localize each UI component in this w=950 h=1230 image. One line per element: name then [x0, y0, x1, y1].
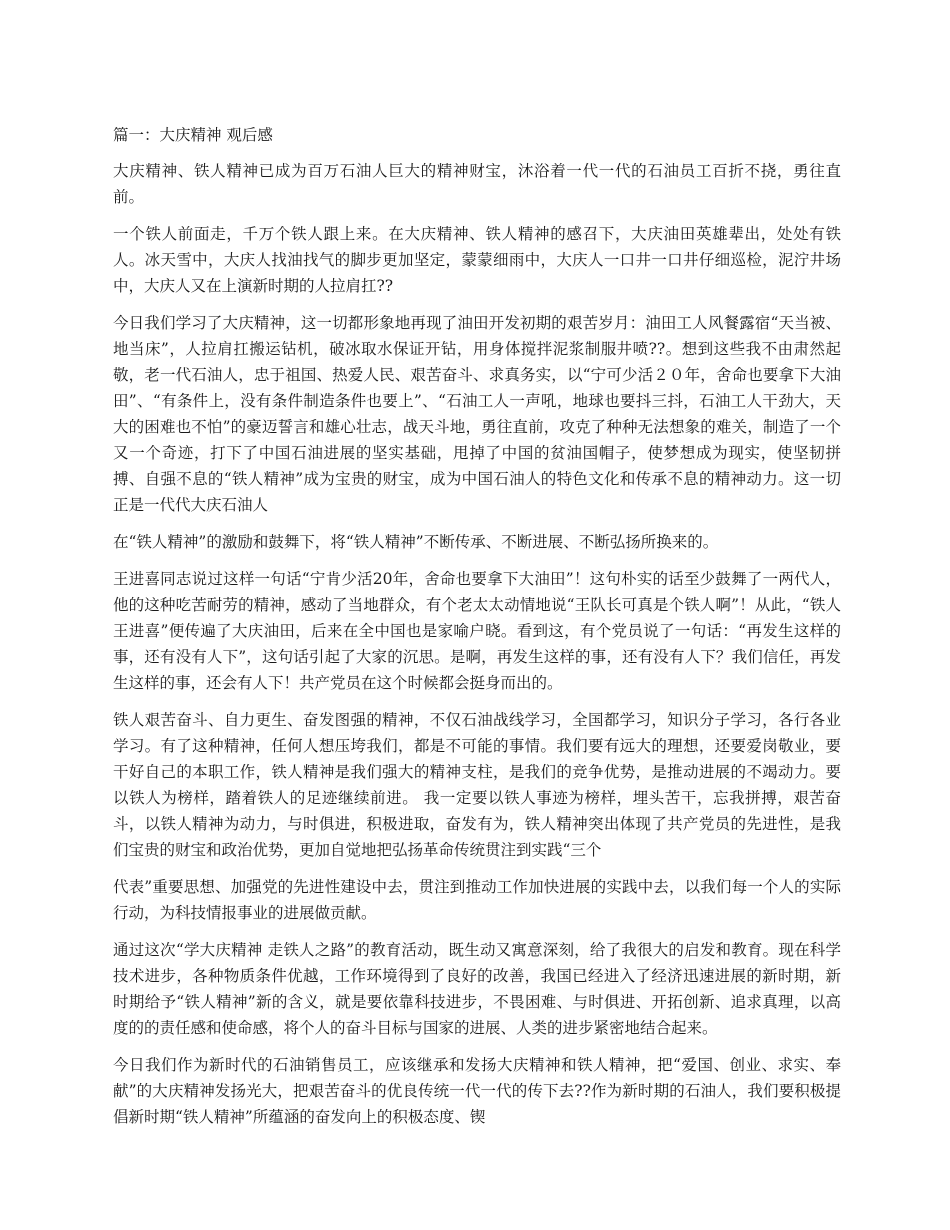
- paragraph-1: 大庆精神、铁人精神已成为百万石油人巨大的精神财宝，沐浴着一代一代的石油员工百折不挠，勇往直前。: [113, 162, 841, 206]
- document-title: 篇一：大庆精神 观后感: [113, 126, 273, 144]
- paragraph-3: 今日我们学习了大庆精神，这一切都形象地再现了油田开发初期的艰苦岁月：油田工人风餐露宿“天当被、地当床”，人拉肩扛搬运钻机，破冰取水保证开钻，用身体搅拌泥浆制服井喷??。想到这些我不由肃然起敬，老一代石油人，忠于祖国、热爱人民、艰苦奋斗、求真务实，以“宁可少活２０年，舍命也要拿下大油田”、“有条件上，没有条件制造条件也要上”、“石油工人一声吼，地球也要抖三抖，石油工人干劲大，天大的困难也不怕”的豪迈誓言和雄心壮志，战天斗地，勇往直前，攻克了种种无法想象的难关，制造了一个又一个奇迹，打下了中国石油进展的坚实基础，甩掉了中国的贫油国帽子，使梦想成为现实，使坚韧拼搏、自强不息的“铁人精神”成为宝贵的财宝，成为中国石油人的特色文化和传承不息的精神动力。这一切正是一代代大庆石油人: [113, 314, 841, 514]
- paragraph-7: 代表”重要思想、加强党的先进性建设中去，贯注到推动工作加快进展的实践中去，以我们每一个人的实际行动，为科技情报事业的进展做贡献。: [113, 878, 841, 922]
- paragraph-2: 一个铁人前面走，千万个铁人跟上来。在大庆精神、铁人精神的感召下，大庆油田英雄辈出，处处有铁人。冰天雪中，大庆人找油找气的脚步更加坚定，蒙蒙细雨中，大庆人一口井一口井仔细巡检，泥泞井场中，大庆人又在上演新时期的人拉肩扛??: [113, 225, 841, 295]
- paragraph-4: 在“铁人精神”的激励和鼓舞下，将“铁人精神”不断传承、不断进展、不断弘扬所换来的。: [113, 533, 719, 551]
- document-page: [113, 122, 841, 1141]
- paragraph-8: 通过这次“学大庆精神 走铁人之路”的教育活动，既生动又寓意深刻，给了我很大的启发和教育。现在科学技术进步，各种物质条件优越，工作环境得到了良好的改善，我国已经进入了经济迅速进展的新时期，新时期给予“铁人精神”新的含义，就是要依靠科技进步，不畏困难、与时俱进、开拓创新、追求真理，以高度的的责任感和使命感，将个人的奋斗目标与国家的进展、人类的进步紧密地结合起来。: [113, 941, 841, 1037]
- paragraph-6: 铁人艰苦奋斗、自力更生、奋发图强的精神，不仅石油战线学习，全国都学习，知识分子学习，各行各业学习。有了这种精神，任何人想压垮我们，都是不可能的事情。我们要有远大的理想，还要爱岗敬业，要干好自己的本职工作，铁人精神是我们强大的精神支柱，是我们的竞争优势，是推动进展的不竭动力。要以铁人为榜样，踏着铁人的足迹继续前进。 我一定要以铁人事迹为榜样，埋头苦干，忘我拼搏，艰苦奋斗，以铁人精神为动力，与时俱进，积极进取，奋发有为，铁人精神突出体现了共产党员的先进性，是我们宝贵的财宝和政治优势，更加自觉地把弘扬革命传统贯注到实践“三个: [113, 711, 841, 859]
- paragraph-9: 今日我们作为新时代的石油销售员工，应该继承和发扬大庆精神和铁人精神，把“爱国、创业、求实、奉献”的大庆精神发扬光大，把艰苦奋斗的优良传统一代一代的传下去??作为新时期的石油人，我们要积极提倡新时期“铁人精神”所蕴涵的奋发向上的积极态度、锲: [113, 1056, 841, 1126]
- paragraph-5: 王进喜同志说过这样一句话“宁肯少活20年，舍命也要拿下大油田”！这句朴实的话至少鼓舞了一两代人，他的这种吃苦耐劳的精神，感动了当地群众，有个老太太动情地说“王队长可真是个铁人啊”！从此，“铁人王进喜”便传遍了大庆油田，后来在全中国也是家喻户晓。看到这，有个党员说了一句话：“再发生这样的事，还有没有人下”，这句话引起了大家的沉思。是啊，再发生这样的事，还有没有人下？我们信任，再发生这样的事，还会有人下！共产党员在这个时候都会挺身而出的。: [113, 570, 841, 692]
